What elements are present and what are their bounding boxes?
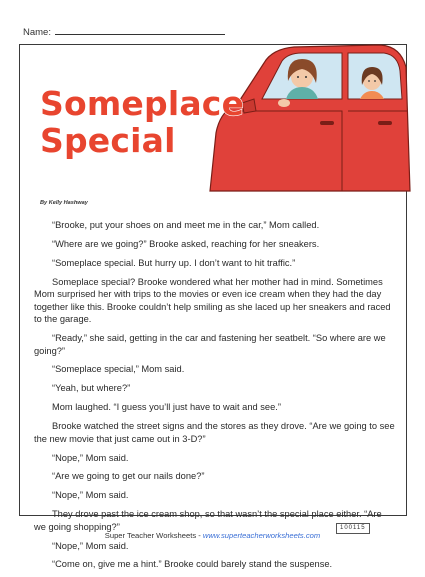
paragraph: “Brooke, put your shoes on and meet me in the car,” Mom called. (52, 220, 320, 230)
paragraph: “Nope,” Mom said. (52, 452, 129, 463)
paragraph: “Nope,” Mom said. (52, 490, 129, 501)
paragraph: Someplace special? Brooke wondered what her mother had in mind. Sometimes Mom surprised her with trips to the movies or even ice cream when they had the day together like this. Brooke couldn’t help smiling as she laced up her sneakers and raced to the garage. (34, 276, 391, 325)
title-line-2: Special (40, 121, 176, 160)
byline: By Kelly Hashway (40, 200, 88, 206)
title-line-1: Someplace (40, 84, 245, 123)
paragraph: They drove past the ice cream shop, so that wasn’t the special place either. “Are we going shopping?” (34, 509, 382, 532)
name-field (23, 25, 225, 38)
footer (0, 531, 425, 540)
paragraph: “Are we going to get our nails done?” (52, 471, 205, 482)
paragraph: “Nope,” Mom said. (52, 540, 129, 551)
name-blank-line (55, 25, 225, 35)
paragraph: “Someplace special,” Mom said. (52, 364, 185, 375)
worksheet-code: 100115 (336, 523, 370, 534)
footer-publisher: Super Teacher Worksheets - (104, 531, 203, 540)
paragraph: Brooke watched the street signs and the stores as they drove. “Are we going to see the new movie that just came out in 3-D?” (34, 421, 395, 444)
paragraph: “Come on, give me a hint.” Brooke could barely stand the suspense. (52, 559, 333, 570)
paragraph: “Yeah, but where?” (52, 383, 131, 394)
story-title (40, 85, 244, 159)
name-label: Name: (23, 27, 51, 38)
paragraph: “Where are we going?” Brooke asked, reaching for her sneakers. (52, 238, 320, 249)
paragraph: “Someplace special. But hurry up. I don’t want to hit traffic.” (52, 257, 296, 268)
paragraph: Mom laughed. “I guess you’ll just have to wait and see.” (52, 402, 281, 413)
footer-url-link[interactable]: www.superteacherworksheets.com (202, 531, 321, 540)
paragraph: “Ready,” she said, getting in the car and fastening her seatbelt. “So where are we going?” (34, 333, 386, 356)
